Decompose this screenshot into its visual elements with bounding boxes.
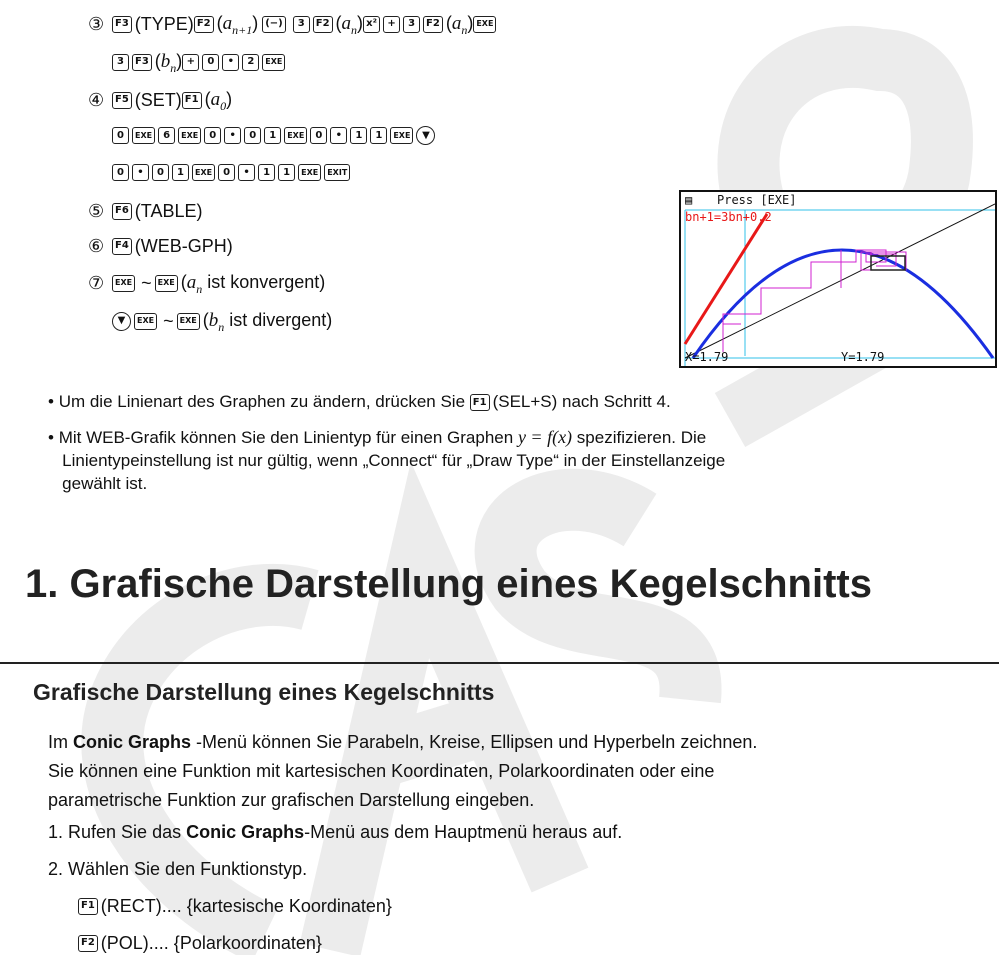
bullet-2: • Mit WEB-Grafik können Sie den Linientyp für einen Graphen y = f(x) spezifizieren. Die Linientypeinstellung ist nur gültig, wenn „Connect“ für „Draw Type“ in der Einstellanzeige gewählt ist. — [48, 427, 726, 493]
step-number: ③ — [88, 14, 105, 34]
digit-0-key: 0 — [112, 127, 129, 144]
exe-key: EXE — [390, 127, 413, 144]
cursor-down-key: ▼ — [416, 126, 435, 145]
plus-key: + — [383, 16, 400, 33]
var-a-n: $(a_n)$ — [445, 13, 474, 37]
digit-2-key: 2 — [242, 54, 259, 71]
exe-key: EXE — [192, 164, 215, 181]
option-rect: F1 (RECT).... {kartesische Koordinaten} — [78, 895, 392, 917]
f1-key: F1 — [470, 394, 490, 411]
tilde: ~ — [141, 273, 152, 293]
dot-key: • — [224, 127, 241, 144]
digit-6-key: 6 — [158, 127, 175, 144]
digit-3-key: 3 — [112, 54, 129, 71]
list-item: 1. Rufen Sie das Conic Graphs-Menü aus dem Hauptmenü heraus auf. — [48, 822, 623, 842]
digit-0-key: 0 — [112, 164, 129, 181]
intro-paragraph: Im Conic Graphs -Menü können Sie Parabeln, Kreise, Ellipsen und Hyperbeln zeichnen. Sie können eine Funktion mit kartesischen Koordinaten, Polarkoordinaten oder eine parametrische Funktion zur grafischen Darstellung eingeben. — [48, 732, 758, 810]
x-readout: X=1.79 — [685, 350, 729, 364]
step-7-line-1 — [88, 271, 325, 295]
var-b-n: $(b_n)$ — [154, 51, 183, 75]
exe-key: EXE — [177, 313, 200, 330]
digit-1-key: 1 — [172, 164, 189, 181]
digit-3-key: 3 — [403, 16, 420, 33]
step-6 — [88, 235, 233, 257]
exit-key: EXIT — [324, 164, 350, 181]
digit-1-key: 1 — [350, 127, 367, 144]
step-number: ⑦ — [88, 273, 105, 293]
cursor-down-key: ▼ — [112, 312, 131, 331]
plus-key: + — [182, 54, 199, 71]
an-note: ($a_n$ ist konvergent) — [180, 272, 326, 296]
digit-0-key: 0 — [310, 127, 327, 144]
f2-key: F2 — [423, 16, 443, 33]
exe-key: EXE — [262, 54, 285, 71]
digit-0-key: 0 — [152, 164, 169, 181]
exe-key: EXE — [155, 275, 178, 292]
dot-key: • — [238, 164, 255, 181]
f2-key: F2 — [78, 935, 98, 952]
table-label: (TABLE) — [134, 201, 203, 221]
step-4-line-3 — [112, 164, 353, 181]
step-5 — [88, 200, 202, 222]
calculator-screen — [679, 190, 997, 368]
var-a-n1: $(a_{n+1})$ — [216, 13, 259, 37]
step-number: ④ — [88, 90, 105, 110]
identity-line — [685, 204, 995, 358]
digit-0-key: 0 — [244, 127, 261, 144]
var-a-n: $(a_n)$ — [335, 13, 364, 37]
exe-key: EXE — [284, 127, 307, 144]
web-gph-label: (WEB-GPH) — [134, 236, 233, 256]
square-key: x² — [363, 16, 380, 33]
exe-key: EXE — [132, 127, 155, 144]
y-readout: Y=1.79 — [841, 350, 885, 364]
step-7-line-2 — [112, 309, 332, 333]
digit-0-key: 0 — [204, 127, 221, 144]
f1-key: F1 — [182, 92, 202, 109]
digit-1-key: 1 — [278, 164, 295, 181]
bn-note: ($b_n$ ist divergent) — [202, 310, 333, 334]
step-4-line-2 — [112, 126, 438, 145]
f3-key: F3 — [132, 54, 152, 71]
step-3-line-1 — [88, 12, 499, 36]
step-3-line-2 — [112, 50, 288, 74]
option-pol: F2 (POL).... {Polarkoordinaten} — [78, 932, 322, 954]
screen-header: Press [EXE] — [717, 193, 797, 207]
chapter-title: 1. Grafische Darstellung eines Kegelschnitts — [25, 562, 872, 606]
f2-key: F2 — [313, 16, 333, 33]
parabola — [693, 250, 993, 358]
f3-key: F3 — [112, 16, 132, 33]
exe-key: EXE — [473, 16, 496, 33]
exe-key: EXE — [134, 313, 157, 330]
digit-1-key: 1 — [264, 127, 281, 144]
digit-0-key: 0 — [218, 164, 235, 181]
f5-key: F5 — [112, 92, 132, 109]
digit-1-key: 1 — [258, 164, 275, 181]
exe-key: EXE — [178, 127, 201, 144]
var-a0: $(a_0)$ — [204, 89, 233, 113]
exe-key: EXE — [298, 164, 321, 181]
dot-key: • — [222, 54, 239, 71]
cobweb — [723, 250, 906, 352]
f4-key: F4 — [112, 238, 132, 255]
divider — [0, 662, 999, 664]
f2-key: F2 — [194, 16, 214, 33]
screen-formula: bn+1=3bn+0.2 — [685, 210, 772, 224]
memo-icon: ▤ — [685, 193, 693, 207]
f6-key: F6 — [112, 203, 132, 220]
list-item: 2. Wählen Sie den Funktionstyp. — [48, 859, 308, 879]
f1-key: F1 — [78, 898, 98, 915]
exe-key: EXE — [112, 275, 135, 292]
type-label: (TYPE) — [134, 14, 194, 34]
step-4-line-1 — [88, 88, 232, 112]
section-title: Grafische Darstellung eines Kegelschnitts — [33, 679, 495, 705]
step-number: ⑥ — [88, 236, 105, 256]
step-number: ⑤ — [88, 201, 105, 221]
bullet-1: • Um die Linienart des Graphen zu ändern, drücken Sie F1 (SEL+S) nach Schritt 4. — [48, 392, 671, 411]
set-label: (SET) — [134, 90, 182, 110]
negative-key: (−) — [262, 16, 286, 33]
digit-3-key: 3 — [293, 16, 310, 33]
dot-key: • — [330, 127, 347, 144]
digit-0-key: 0 — [202, 54, 219, 71]
tilde: ~ — [163, 311, 174, 331]
digit-1-key: 1 — [370, 127, 387, 144]
dot-key: • — [132, 164, 149, 181]
